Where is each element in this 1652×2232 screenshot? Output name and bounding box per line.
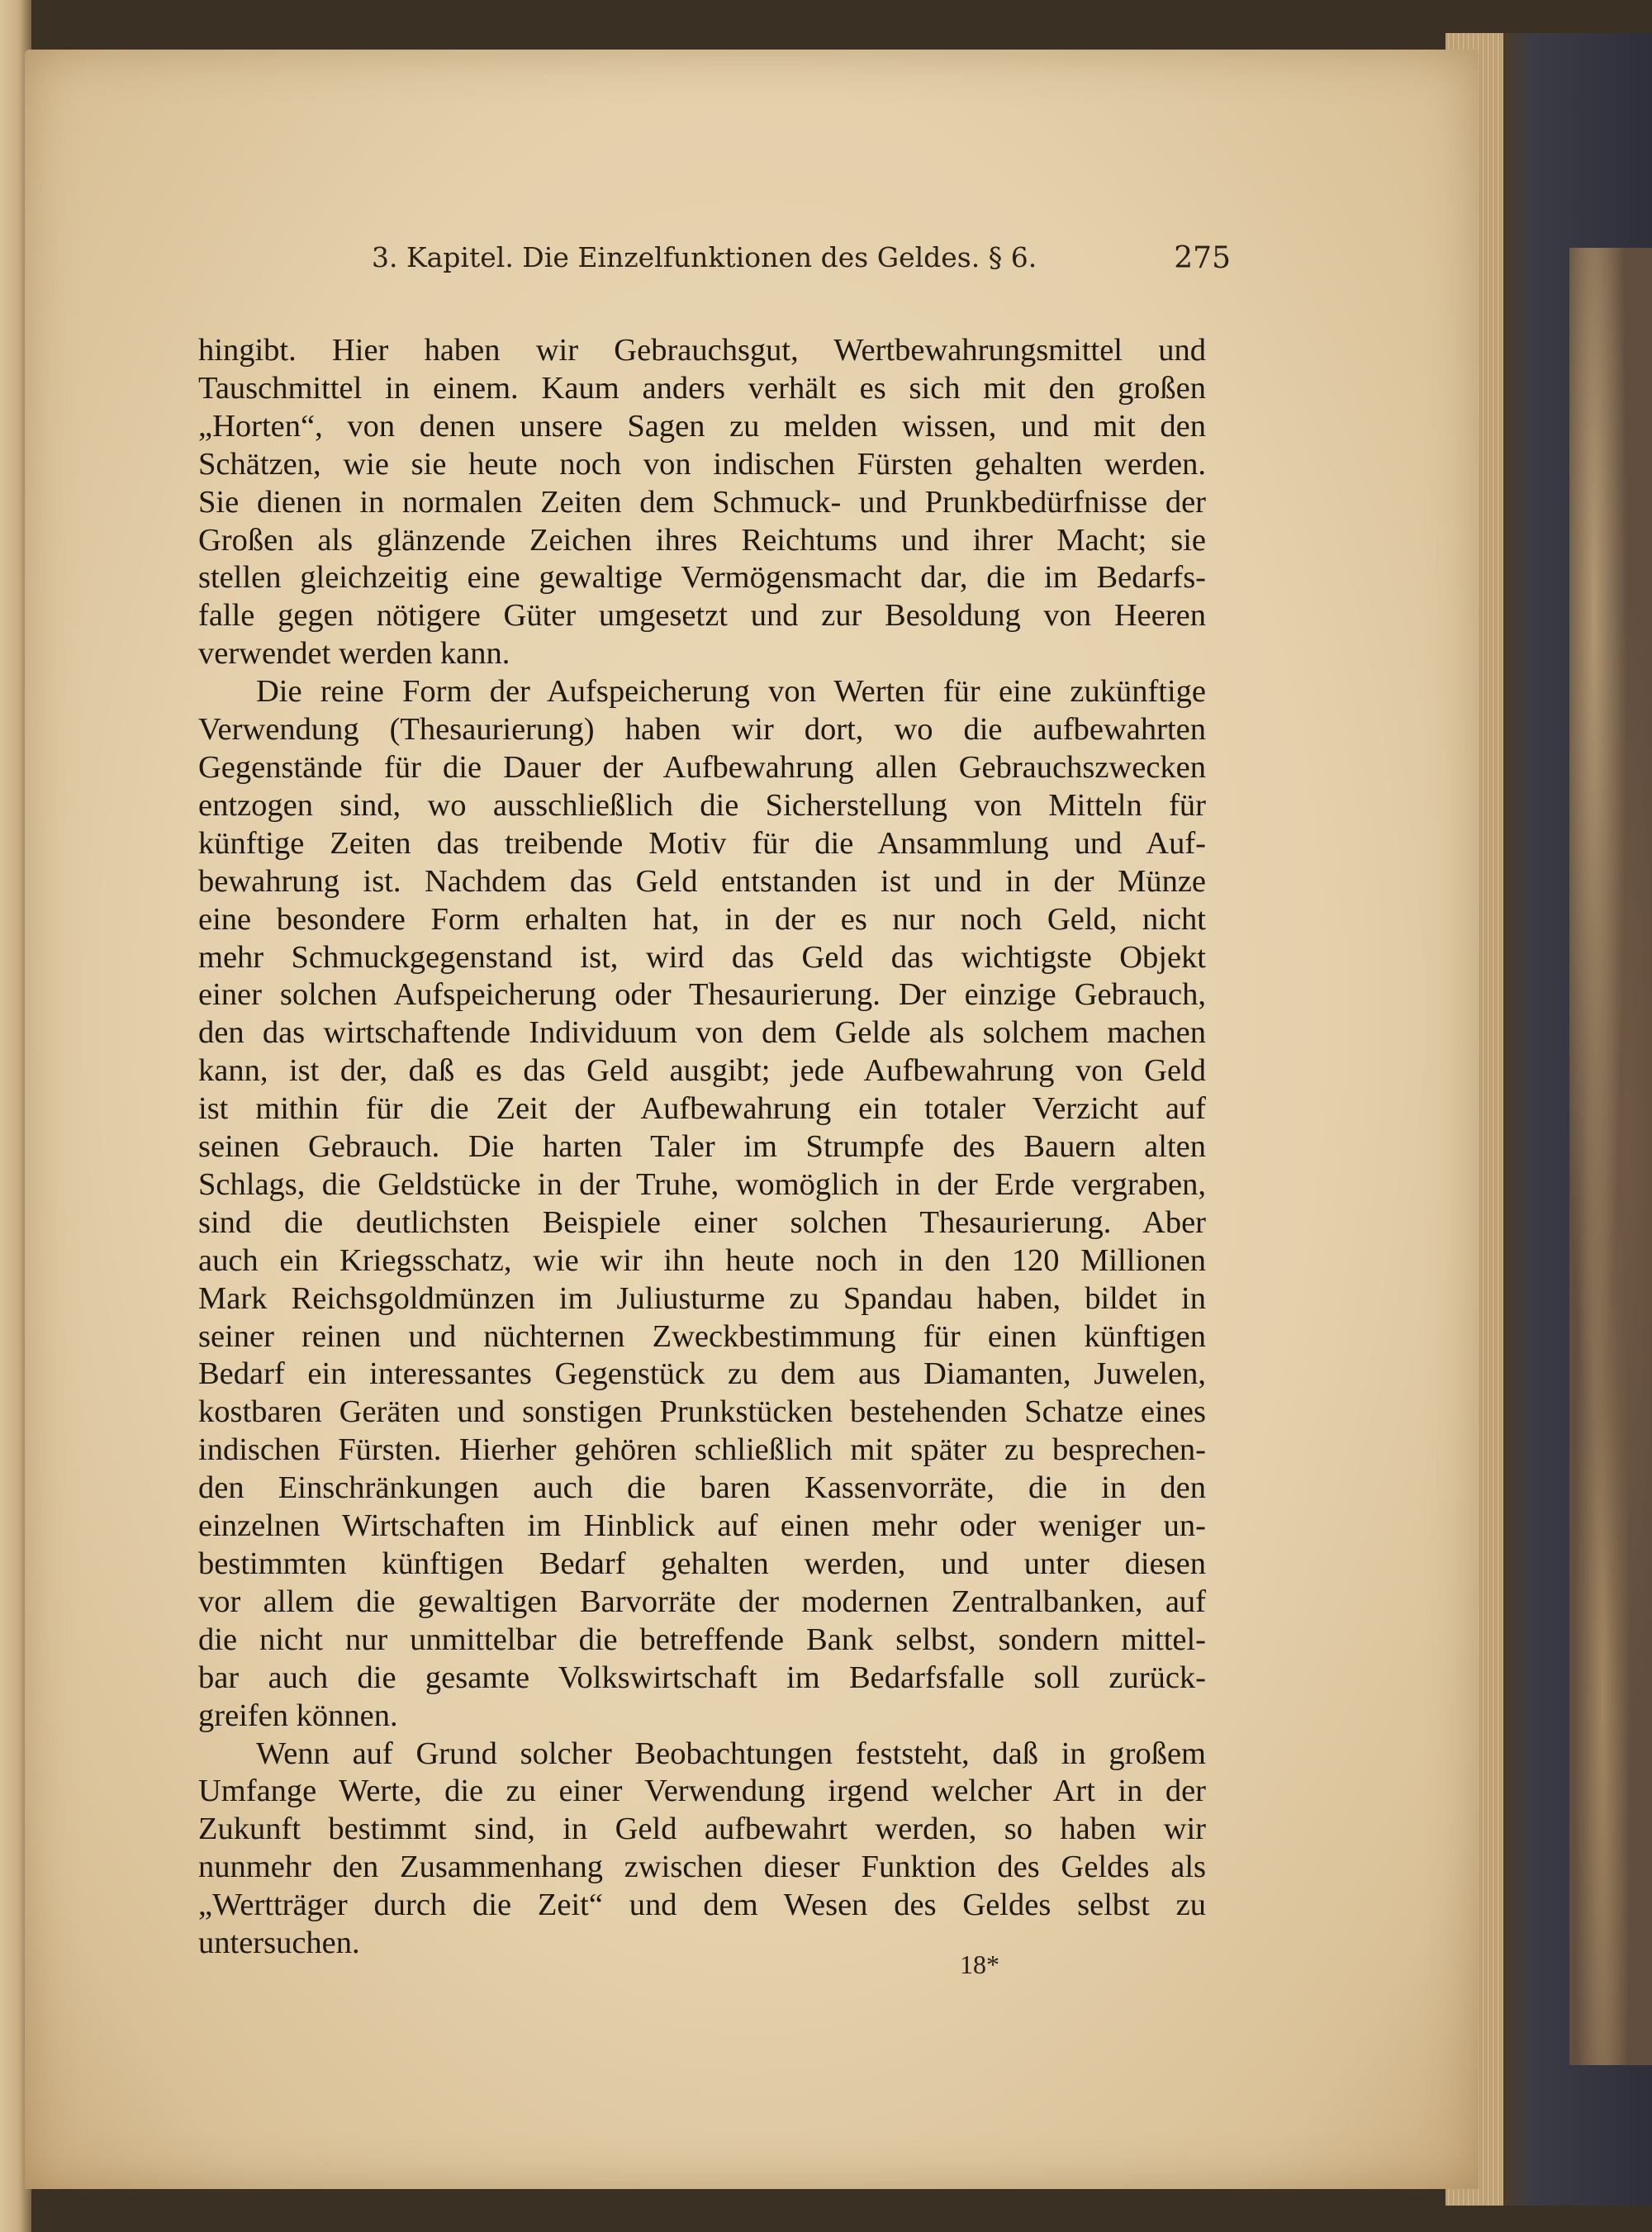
text-line: künftige Zeiten das treibende Motiv für die Ansammlung und Auf- (198, 825, 1206, 861)
text-line: seinen Gebrauch. Die harten Taler im Strumpfe des Bauern alten (198, 1129, 1206, 1165)
text-line: untersuchen. (198, 1926, 360, 1961)
text-line: entzogen sind, wo ausschließlich die Sicherstellung von Mitteln für (198, 787, 1206, 823)
text-line: Schätzen, wie sie heute noch von indischen Fürsten gehalten werden. (198, 446, 1206, 482)
text-line: Mark Reichsgoldmünzen im Juliusturme zu Spandau haben, bildet in (198, 1280, 1206, 1316)
text-line: sind die deutlichsten Beispiele einer solchen Thesaurierung. Aber (198, 1204, 1206, 1240)
text-line: kann, ist der, daß es das Geld ausgibt; jede Aufbewahrung von Geld (198, 1053, 1206, 1089)
text-line: indischen Fürsten. Hierher gehören schließlich mit später zu besprechen- (198, 1432, 1206, 1468)
text-line: kostbaren Geräten und sonstigen Prunkstücken bestehenden Schatze eines (198, 1394, 1206, 1430)
text-line: Die reine Form der Aufspeicherung von Werten für eine zukünftige (256, 674, 1206, 710)
text-line: Sie dienen in normalen Zeiten dem Schmuck- und Prunkbedürfnisse der (198, 484, 1206, 520)
text-line: hingibt. Hier haben wir Gebrauchsgut, Wertbewahrungsmittel und (198, 333, 1206, 368)
text-line: vor allem die gewaltigen Barvorräte der modernen Zentralbanken, auf (198, 1584, 1206, 1619)
text-line: „Horten“, von denen unsere Sagen zu melden wissen, und mit den (198, 408, 1206, 444)
text-line: den das wirtschaftende Individuum von dem Gelde als solchem machen (198, 1015, 1206, 1051)
text-line: auch ein Kriegsschatz, wie wir ihn heute noch in den 120 Millionen (198, 1242, 1206, 1278)
text-line: mehr Schmuckgegenstand ist, wird das Geld das wichtigste Objekt (198, 939, 1206, 975)
text-line: Bedarf ein interessantes Gegenstück zu dem aus Diamanten, Juwelen, (198, 1356, 1206, 1392)
signature-mark: 18* (960, 1949, 999, 1979)
paragraph (198, 1736, 1206, 1963)
text-line: greifen können. (198, 1698, 398, 1733)
running-head: 3. Kapitel. Die Einzelfunktionen des Geldes. § 6. (372, 241, 1037, 273)
text-line: bewahrung ist. Nachdem das Geld entstanden ist und in der Münze (198, 863, 1206, 899)
text-line: einer solchen Aufspeicherung oder Thesaurierung. Der einzige Gebrauch, (198, 977, 1206, 1013)
text-line: Verwendung (Thesaurierung) haben wir dort, wo die aufbewahrten (198, 712, 1206, 748)
text-line: Zukunft bestimmt sind, in Geld aufbewahrt werden, so haben wir (198, 1812, 1206, 1847)
text-line: Gegenstände für die Dauer der Aufbewahrung allen Gebrauchszwecken (198, 749, 1206, 785)
text-line: bestimmten künftigen Bedarf gehalten werden, und unter diesen (198, 1546, 1206, 1581)
text-line: stellen gleichzeitig eine gewaltige Vermögensmacht dar, die im Bedarfs- (198, 560, 1206, 596)
paragraph (198, 673, 1206, 1735)
text-line: Tauschmittel in einem. Kaum anders verhält es sich mit den großen (198, 370, 1206, 406)
text-line: Schlags, die Geldstücke in der Truhe, womöglich in der Erde vergraben, (198, 1166, 1206, 1202)
text-line: nunmehr den Zusammenhang zwischen dieser Funktion des Geldes als (198, 1850, 1206, 1885)
text-line: verwendet werden kann. (198, 636, 510, 672)
marbled-cover-edge (1569, 248, 1652, 2065)
body-text (198, 332, 1206, 1963)
text-line: ist mithin für die Zeit der Aufbewahrung ein totaler Verzicht auf (198, 1091, 1206, 1127)
book-page (25, 50, 1479, 2189)
text-line: einzelnen Wirtschaften im Hinblick auf einen mehr oder weniger un- (198, 1508, 1206, 1544)
text-line: Wenn auf Grund solcher Beobachtungen feststeht, daß in großem (256, 1736, 1206, 1771)
text-line: seiner reinen und nüchternen Zweckbestimmung für einen künftigen (198, 1318, 1206, 1354)
text-line: „Wertträger durch die Zeit“ und dem Wesen des Geldes selbst zu (198, 1888, 1206, 1923)
text-line: falle gegen nötigere Güter umgesetzt und zur Besoldung von Heeren (198, 598, 1206, 634)
page-number: 275 (1174, 241, 1231, 275)
text-line: Großen als glänzende Zeichen ihres Reichtums und ihrer Macht; sie (198, 522, 1206, 558)
paragraph (198, 332, 1206, 673)
text-line: eine besondere Form erhalten hat, in der es nur noch Geld, nicht (198, 901, 1206, 937)
text-line: den Einschränkungen auch die baren Kassenvorräte, die in den (198, 1470, 1206, 1506)
text-line: Umfange Werte, die zu einer Verwendung irgend welcher Art in der (198, 1774, 1206, 1809)
text-line: bar auch die gesamte Volkswirtschaft im Bedarfsfalle soll zurück- (198, 1660, 1206, 1695)
text-line: die nicht nur unmittelbar die betreffende Bank selbst, sondern mittel- (198, 1622, 1206, 1657)
